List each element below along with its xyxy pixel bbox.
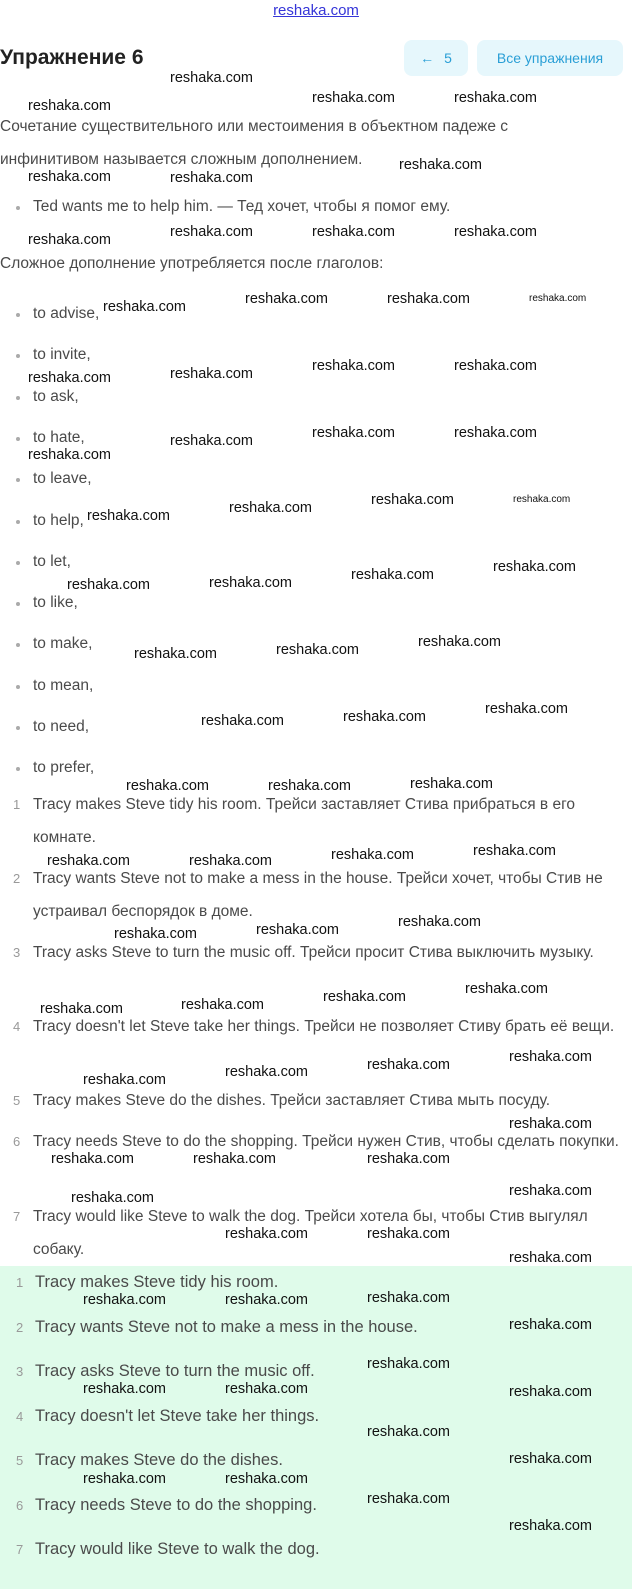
item-number: 5 (13, 1093, 21, 1108)
verb-text: to prefer, (33, 759, 95, 777)
watermark-text: reshaka.com (351, 567, 435, 583)
sentence-text: Tracy would like Steve to walk the dog. Трейси хотела бы, чтобы Стив выгулял собаку. (33, 1208, 588, 1258)
watermark-text: reshaka.com (170, 366, 254, 382)
watermark-text: reshaka.com (67, 577, 151, 593)
prev-exercise-button[interactable] (404, 40, 468, 76)
watermark-text: reshaka.com (47, 853, 131, 869)
sentence-text: Tracy doesn't let Steve take her things. Трейси не позволяет Стиву брать её вещи. (33, 1018, 615, 1035)
watermark-text: reshaka.com (225, 1064, 309, 1080)
watermark-text: reshaka.com (276, 642, 360, 658)
verb-text: to let, (33, 552, 71, 570)
watermark-text: reshaka.com (509, 1049, 593, 1065)
watermark-text: reshaka.com (170, 170, 254, 186)
verb-text: to make, (33, 635, 93, 653)
watermark-text: reshaka.com (83, 1471, 167, 1487)
watermark-text: reshaka.com (312, 425, 396, 441)
watermark-text: reshaka.com (28, 169, 112, 185)
watermark-text: reshaka.com (454, 358, 538, 374)
arrow-left-icon: ← (420, 50, 435, 66)
prev-exercise-label: 5 (444, 50, 452, 66)
watermark-text: reshaka.com (367, 1424, 451, 1440)
watermark-text: reshaka.com (312, 358, 396, 374)
bullet-icon (16, 726, 20, 730)
watermark-text: reshaka.com (83, 1292, 167, 1308)
watermark-text: reshaka.com (367, 1226, 451, 1242)
watermark-text: reshaka.com (170, 433, 254, 449)
item-number: 7 (16, 1542, 24, 1557)
watermark-text: reshaka.com (83, 1072, 167, 1088)
sentence-text: Tracy asks Steve to turn the music off. Трейси просит Стива выключить музыку. (33, 944, 594, 961)
site-link[interactable]: reshaka.com (273, 2, 359, 19)
watermark-text: reshaka.com (465, 981, 549, 997)
answer-text: Tracy doesn't let Steve take her things. (35, 1406, 320, 1425)
watermark-text: reshaka.com (134, 646, 218, 662)
watermark-text: reshaka.com (473, 843, 557, 859)
watermark-text: reshaka.com (126, 778, 210, 794)
watermark-text: reshaka.com (245, 291, 329, 307)
watermark-text: reshaka.com (509, 1183, 593, 1199)
watermark-text: reshaka.com (71, 1190, 155, 1206)
watermark-text: reshaka.com (367, 1356, 451, 1372)
verb-text: to leave, (33, 470, 92, 488)
watermark-text: reshaka.com (371, 492, 455, 508)
watermark-text: reshaka.com (513, 494, 571, 505)
watermark-text: reshaka.com (170, 224, 254, 240)
intro-text: Сочетание существительного или местоимения в объектном падеже с инфинитивом называется сложным дополнением. (0, 118, 509, 168)
watermark-text: reshaka.com (454, 425, 538, 441)
answer-text: Tracy would like Steve to walk the dog. (35, 1540, 320, 1558)
watermark-text: reshaka.com (51, 1151, 135, 1167)
watermark-text: reshaka.com (209, 575, 293, 591)
watermark-text: reshaka.com (193, 1151, 277, 1167)
watermark-text: reshaka.com (387, 291, 471, 307)
item-number: 3 (13, 945, 21, 960)
sentence-text: Tracy makes Steve do the dishes. Трейси заставляет Стива мыть посуду. (33, 1092, 551, 1109)
watermark-text: reshaka.com (312, 224, 396, 240)
watermark-text: reshaka.com (418, 634, 502, 650)
watermark-text: reshaka.com (225, 1381, 309, 1397)
answer-text: Tracy needs Steve to do the shopping. (35, 1495, 317, 1514)
watermark-text: reshaka.com (28, 232, 112, 248)
verbs-intro: Сложное дополнение употребляется после глаголов: (0, 255, 384, 272)
sentence-item (0, 1084, 620, 1117)
bullet-icon (16, 437, 20, 441)
watermark-text: reshaka.com (454, 224, 538, 240)
watermark-text: reshaka.com (399, 157, 483, 173)
watermark-text: reshaka.com (509, 1451, 593, 1467)
item-number: 1 (13, 797, 21, 812)
watermark-text: reshaka.com (201, 713, 285, 729)
watermark-text: reshaka.com (398, 914, 482, 930)
item-number: 4 (16, 1408, 24, 1424)
example-text: Ted wants me to help him. — Тед хочет, чтобы я помог ему. (33, 198, 451, 215)
verb-text: to ask, (33, 387, 79, 405)
sentence-text: Tracy wants Steve not to make a mess in the house. Трейси хочет, чтобы Стив не устраивал беспорядок в доме. (33, 870, 603, 920)
watermark-text: reshaka.com (225, 1471, 309, 1487)
watermark-text: reshaka.com (103, 299, 187, 315)
bullet-icon (16, 313, 20, 317)
watermark-text: reshaka.com (529, 293, 587, 304)
watermark-text: reshaka.com (189, 853, 273, 869)
verb-text: to hate, (33, 428, 85, 446)
watermark-text: reshaka.com (367, 1057, 451, 1073)
item-number: 2 (13, 871, 21, 886)
sentence-item (0, 862, 620, 928)
bullet-icon (16, 354, 20, 358)
watermark-text: reshaka.com (40, 1001, 124, 1017)
verb-text: to need, (33, 718, 90, 735)
item-number: 2 (16, 1319, 24, 1335)
watermark-text: reshaka.com (509, 1518, 593, 1534)
watermark-text: reshaka.com (87, 508, 171, 524)
watermark-text: reshaka.com (256, 922, 340, 938)
watermark-text: reshaka.com (509, 1317, 593, 1333)
sentence-text: Tracy needs Steve to do the shopping. Трейси нужен Стив, чтобы сделать покупки. (33, 1133, 619, 1150)
bullet-icon (16, 643, 20, 647)
item-number: 3 (16, 1364, 24, 1379)
watermark-text: reshaka.com (509, 1250, 593, 1266)
watermark-text: reshaka.com (493, 559, 577, 575)
answer-text: Tracy wants Steve not to make a mess in the house. (35, 1317, 418, 1336)
bullet-icon (16, 602, 20, 606)
item-number: 5 (16, 1453, 24, 1468)
page-title: Упражнение 6 (0, 46, 144, 69)
bullet-icon (16, 478, 20, 482)
bullet-icon (16, 767, 20, 771)
watermark-text: reshaka.com (28, 98, 112, 114)
watermark-text: reshaka.com (83, 1381, 167, 1397)
watermark-text: reshaka.com (509, 1384, 593, 1400)
item-number: 4 (13, 1019, 21, 1034)
item-number: 6 (16, 1497, 24, 1513)
answer-text: Tracy asks Steve to turn the music off. (35, 1362, 315, 1380)
watermark-text: reshaka.com (343, 709, 427, 725)
watermark-text: reshaka.com (331, 847, 415, 863)
watermark-text: reshaka.com (28, 447, 112, 463)
item-number: 7 (13, 1209, 21, 1224)
watermark-text: reshaka.com (268, 778, 352, 794)
verb-text: to advise, (33, 305, 100, 322)
bullet-icon (16, 520, 20, 524)
watermark-text: reshaka.com (229, 500, 313, 516)
watermark-text: reshaka.com (312, 90, 396, 106)
bullet-icon (16, 561, 20, 565)
answer-text: Tracy makes Steve tidy his room. (35, 1273, 279, 1291)
watermark-text: reshaka.com (323, 989, 407, 1005)
bullet-icon (16, 206, 20, 210)
watermark-text: reshaka.com (367, 1491, 451, 1507)
watermark-text: reshaka.com (114, 926, 198, 942)
watermark-text: reshaka.com (367, 1290, 451, 1306)
bullet-icon (16, 685, 20, 689)
verb-text: to like, (33, 594, 78, 612)
watermark-text: reshaka.com (181, 997, 265, 1013)
answer-text: Tracy makes Steve do the dishes. (35, 1451, 283, 1469)
sentence-text: Tracy makes Steve tidy his room. Трейси заставляет Стива прибраться в его комнате. (33, 796, 576, 846)
watermark-text: reshaka.com (225, 1292, 309, 1308)
watermark-text: reshaka.com (485, 701, 569, 717)
all-exercises-button[interactable]: Все упражнения (477, 40, 623, 76)
watermark-text: reshaka.com (410, 776, 494, 792)
sentence-item (0, 936, 620, 969)
bullet-icon (16, 396, 20, 400)
item-number: 6 (13, 1134, 21, 1149)
watermark-text: reshaka.com (509, 1116, 593, 1132)
verb-text: to help, (33, 511, 84, 529)
item-number: 1 (16, 1275, 24, 1290)
watermark-text: reshaka.com (367, 1151, 451, 1167)
watermark-text: reshaka.com (170, 70, 254, 86)
verb-text: to invite, (33, 346, 91, 364)
watermark-text: reshaka.com (28, 370, 112, 386)
watermark-text: reshaka.com (225, 1226, 309, 1242)
watermark-text: reshaka.com (454, 90, 538, 106)
verb-text: to mean, (33, 676, 94, 694)
